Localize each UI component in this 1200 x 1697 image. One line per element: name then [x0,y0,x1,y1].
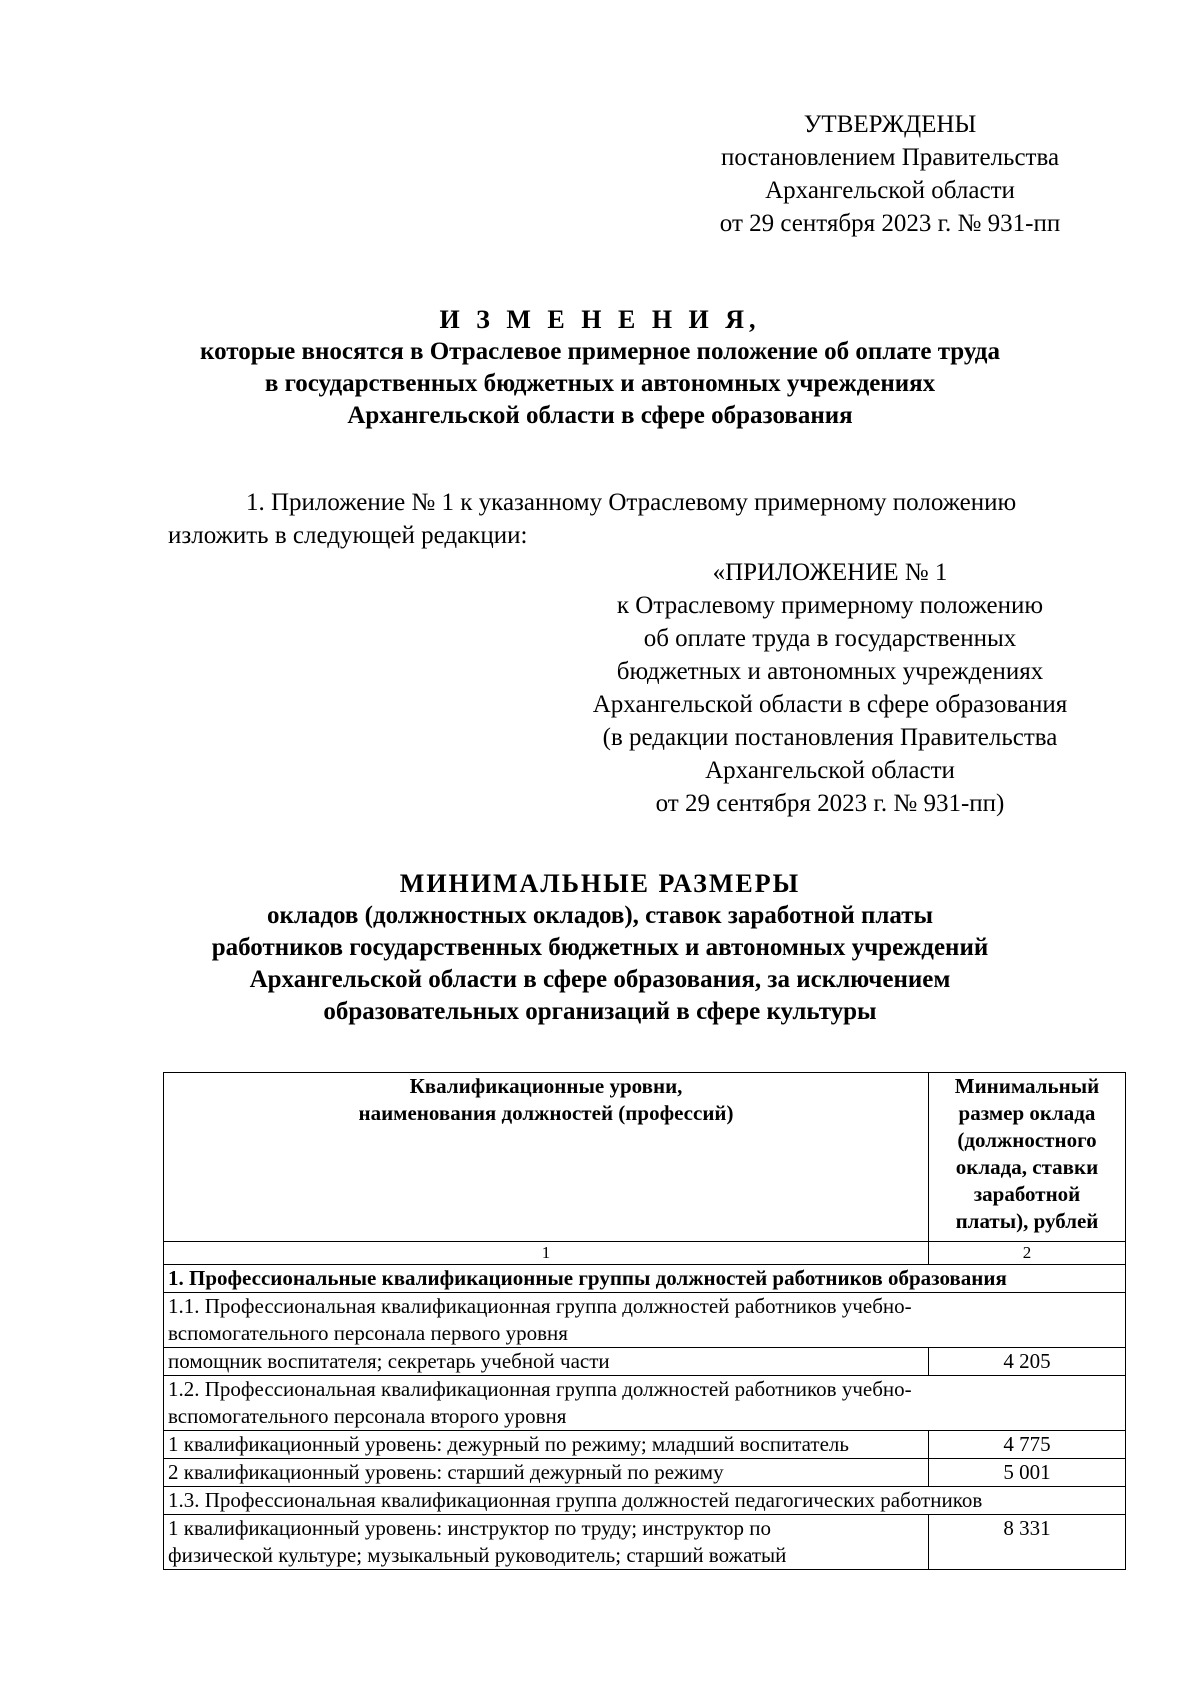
table-row [164,1431,1126,1459]
row-2-name-text: 1 квалификационный уровень: дежурный по режиму; младший воспитатель [168,1432,849,1456]
header-col-2 [929,1073,1126,1242]
group-1-text: 1. Профессиональные квалификационные группы должностей работников образования [168,1266,1007,1290]
column-number-1: 1 [164,1242,929,1265]
min-sizes-heading [100,868,1100,1028]
header-col-1-line-2: наименования должностей (профессий) [358,1101,734,1125]
approval-title: УТВЕРЖДЕНЫ [803,111,977,138]
changes-title: И З М Е Н Е Н И Я, [439,305,761,334]
appendix-line: бюджетных и автономных учреждениях [616,658,1044,685]
item-1-line-2: изложить в следующей редакции: [168,522,528,549]
subgroup-row [164,1293,1126,1348]
subgroup-1-1-line-2: вспомогательного персонала первого уровня [168,1321,568,1345]
appendix-line: (в редакции постановления Правительства [602,724,1058,751]
row-4-name-line-1: 1 квалификационный уровень: инструктор по труду; инструктор по [168,1516,772,1540]
approval-block [640,108,1140,240]
row-4-name-line-2: физической культуре; музыкальный руководитель; старший вожатый [168,1543,787,1567]
min-sizes-line: образовательных организаций в сфере культуры [323,998,877,1025]
column-number-row [164,1242,1126,1265]
header-col-1-line-1: Квалификационные уровни, [409,1074,683,1098]
subgroup-1-2 [164,1376,1126,1431]
subgroup-row [164,1487,1126,1515]
subgroup-1-3-text: 1.3. Профессиональная квалификационная группа должностей педагогических работников [168,1488,983,1512]
min-sizes-line: окладов (должностных окладов), ставок заработной платы [266,902,934,929]
changes-line-3: Архангельской области в сфере образования [347,402,853,429]
header-col-2-line: (должностного [957,1128,1097,1152]
subgroup-1-1 [164,1293,1126,1348]
changes-line-2: в государственных бюджетных и автономных учреждениях [264,370,936,397]
subgroup-1-1-line-1: 1.1. Профессиональная квалификационная группа должностей работников учебно- [168,1294,912,1318]
header-col-2-line: размер оклада [958,1101,1096,1125]
changes-line-1: которые вносятся в Отраслевое примерное положение об оплате труда [200,338,1000,365]
min-sizes-title: МИНИМАЛЬНЫЕ РАЗМЕРЫ [399,869,801,898]
row-2-value: 4 775 [929,1431,1126,1459]
approval-line-2: Архангельской области [765,177,1015,204]
subgroup-1-2-line-1: 1.2. Профессиональная квалификационная группа должностей работников учебно- [168,1377,912,1401]
header-col-2-line: платы), рублей [955,1209,1099,1233]
row-3-name: 2 квалификационный уровень: старший дежурный по режиму [164,1459,929,1487]
subgroup-1-3 [164,1487,1126,1515]
appendix-line: об оплате труда в государственных [643,625,1017,652]
salary-table [163,1072,1126,1570]
appendix-line: «ПРИЛОЖЕНИЕ № 1 [712,559,948,586]
appendix-line: от 29 сентября 2023 г. № 931-пп) [655,790,1005,817]
header-col-2-line: Минимальный [954,1074,1100,1098]
subgroup-row [164,1376,1126,1431]
approval-line-3: от 29 сентября 2023 г. № 931-пп [719,210,1061,237]
subgroup-1-2-line-2: вспомогательного персонала второго уровня [168,1404,567,1428]
appendix-line: Архангельской области в сфере образования [592,691,1068,718]
changes-heading [100,304,1100,432]
appendix-line: к Отраслевому примерному положению [616,592,1044,619]
row-4-value: 8 331 [929,1515,1126,1570]
appendix-block [560,556,1100,820]
header-col-1 [164,1073,929,1242]
item-1-paragraph [168,486,1118,552]
table-header-row [164,1073,1126,1242]
table-row [164,1515,1126,1570]
row-1-value: 4 205 [929,1348,1126,1376]
min-sizes-line: работников государственных бюджетных и автономных учреждений [211,934,989,961]
row-2-name [164,1431,929,1459]
header-col-2-line: оклада, ставки [955,1155,1099,1179]
item-1-line-1: 1. Приложение № 1 к указанному Отраслевому примерному положению [246,489,1017,516]
row-1-name: помощник воспитателя; секретарь учебной части [164,1348,929,1376]
row-3-value: 5 001 [929,1459,1126,1487]
group-row [164,1265,1126,1293]
table-row [164,1459,1126,1487]
min-sizes-line: Архангельской области в сфере образования, за исключением [249,966,951,993]
table-row [164,1348,1126,1376]
header-col-2-line: заработной [973,1182,1081,1206]
row-4-name [164,1515,929,1570]
appendix-line: Архангельской области [705,757,955,784]
approval-line-1: постановлением Правительства [720,144,1060,171]
column-number-2: 2 [929,1242,1126,1265]
group-1-title [164,1265,1126,1293]
